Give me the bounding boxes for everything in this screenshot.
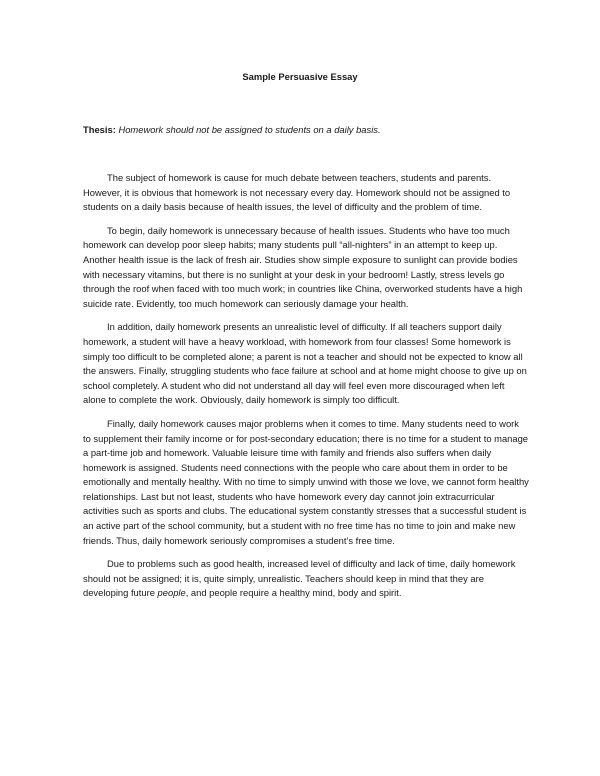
paragraph-introduction: The subject of homework is cause for much debate between teachers, students and parents. However, it is obvious that homework is not necessary every day. Homework should not be assigned to students on a daily basis because of health issues, the level of difficulty and the problem of time.	[83, 172, 511, 213]
thesis-statement	[83, 124, 523, 135]
essay-body	[83, 171, 529, 601]
paragraph-health: To begin, daily homework is unnecessary because of health issues. Students who have too much homework can develop poor sleep habits; many students pull “all-nighters” in an attempt to keep up. Another health issue is the lack of fresh air. Studies show simple exposure to sunlight can provide bodies with necessary vitamins, but there is no sunlight at your desk in your bedroom! Lastly, stress levels go through the roof when faced with too much work; in countries like China, overworked students have a high suicide rate. Evidently, too much homework can seriously damage your health.	[83, 224, 523, 309]
paragraph-conclusion	[83, 557, 529, 601]
conclusion-text-after: , and people require a healthy mind, body and spirit.	[185, 587, 402, 599]
thesis-label: Thesis:	[83, 124, 116, 135]
paragraph-time: Finally, daily homework causes major problems when it comes to time. Many students need to work to supplement their family income or for post-secondary education; there is no time for a student to manage a part-time job and homework. Valuable leisure time with family and friends also suffers when daily homework is assigned. Students need connections with the people who care about them in order to be emotionally and mentally healthy. With no time to simply unwind with those we love, we cannot form healthy relationships. Last but not least, students who have homework every day cannot join extracurricular activities such as sports and clubs. The educational system constantly stresses that a successful student is an active part of the school community, but a student with no free time has no time to join and make new friends. Thus, daily homework seriously compromises a student’s free time.	[83, 417, 529, 546]
essay-title: Sample Persuasive Essay	[242, 71, 358, 82]
conclusion-text-before: Due to problems such as good health, increased level of difficulty and lack of time, daily homework should not be assigned; it is, quite simply, unrealistic. Teachers should keep in mind that they are developing future	[83, 558, 516, 599]
paragraph-difficulty: In addition, daily homework presents an unrealistic level of difficulty. If all teachers support daily homework, a student will have a heavy workload, with homework from four classes! Some homework is simply too difficult to be completed alone; a parent is not a teacher and should not be expected to know all the answers. Finally, struggling students who face failure at school and at home might choose to give up on school completely. A student who did not understand all day will feel even more discouraged when left alone to complete the work. Obviously, daily homework is simply too difficult.	[83, 321, 527, 406]
thesis-text: Homework should not be assigned to students on a daily basis.	[118, 124, 381, 135]
conclusion-emphasis: people	[157, 587, 186, 599]
